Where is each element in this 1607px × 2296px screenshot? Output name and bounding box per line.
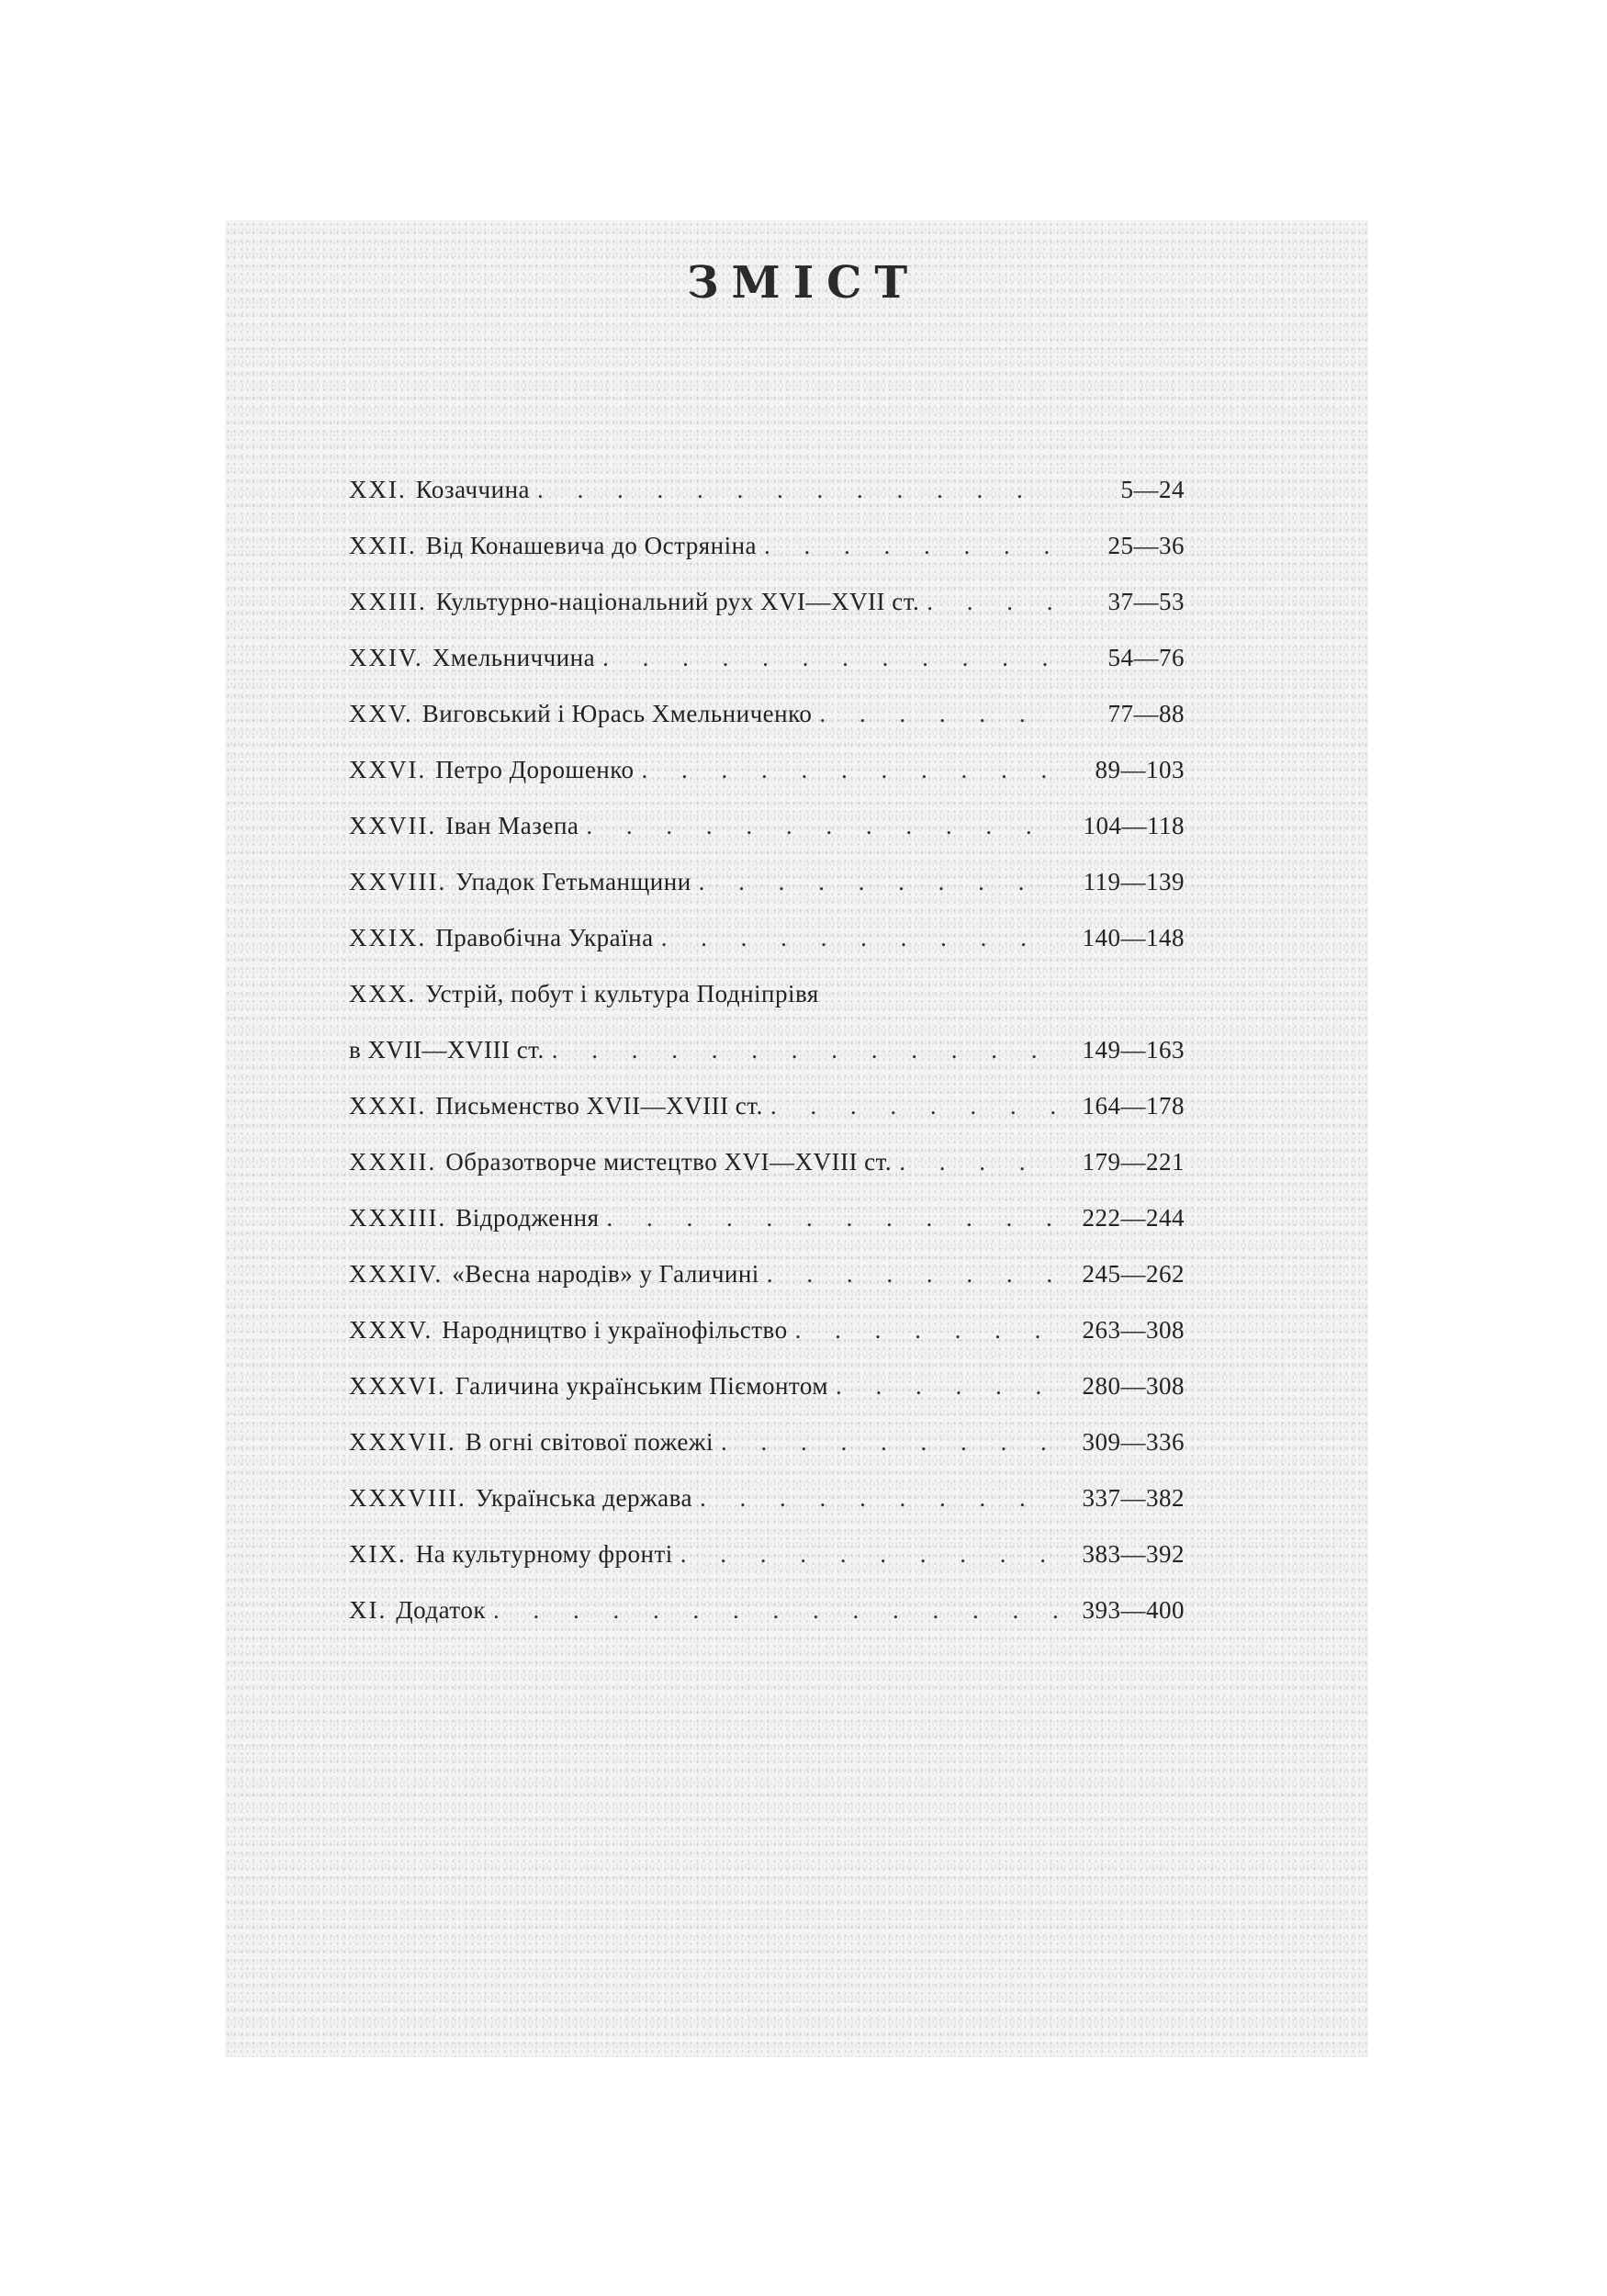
toc-entry-number: XXIII.: [349, 588, 427, 615]
toc-entry-number: XXVI.: [349, 756, 427, 783]
toc-dot-leader: [699, 868, 1058, 896]
toc-entry-number: XXXII.: [349, 1148, 437, 1176]
toc-entry-title: «Весна народів» у Галичині: [452, 1260, 759, 1288]
toc-entry-title: Упадок Гетьманщини: [455, 868, 691, 895]
toc-dot-leader: [537, 476, 1058, 504]
toc-entry-title: В огні світової пожежі: [465, 1428, 714, 1456]
toc-entry-pages: 119—139: [1083, 868, 1185, 895]
toc-entry: [349, 1204, 1185, 1260]
toc-entry-title: Образотворче мистецтво XVI—XVIII ст.: [445, 1148, 893, 1176]
toc-entry-pages: 164—178: [1082, 1092, 1185, 1120]
toc-entry-pages: 37—53: [1107, 588, 1185, 615]
toc-entry: [349, 1372, 1185, 1428]
toc-entry-number: XXXIII.: [349, 1204, 447, 1232]
toc-dot-leader: [493, 1596, 1058, 1625]
toc-entry-title: Виговський і Юрась Хмельниченко: [421, 700, 813, 727]
toc-entry: [349, 980, 1185, 1036]
page-title: ЗМІСТ: [686, 257, 921, 309]
toc-entry-title: Іван Мазепа: [445, 812, 579, 839]
toc-dot-leader: [770, 1092, 1058, 1120]
toc-entry-title: Галичина українським Піємонтом: [455, 1372, 828, 1400]
toc-entry: [349, 1148, 1185, 1204]
toc-entry-pages: 245—262: [1082, 1260, 1185, 1288]
toc-entry: [349, 644, 1185, 700]
toc-entry-title: в XVII—XVIII ст.: [349, 1036, 545, 1064]
toc-dot-leader: [602, 644, 1058, 672]
toc-entry-number: XXXV.: [349, 1316, 433, 1344]
toc-dot-leader: [836, 1372, 1058, 1401]
toc-entry-title: Козаччина: [415, 476, 531, 503]
toc-entry-pages: 5—24: [1120, 476, 1185, 503]
toc-entry-number: XXXVI.: [349, 1372, 446, 1400]
table-of-contents: [349, 476, 1185, 1652]
toc-entry-continuation: [349, 1036, 1185, 1092]
toc-dot-leader: [721, 1428, 1058, 1457]
toc-entry-number: XXIX.: [349, 924, 427, 951]
toc-entry-title: На культурному фронті: [415, 1540, 673, 1568]
toc-dot-leader: [607, 1204, 1058, 1232]
toc-entry-number: XXXIV.: [349, 1260, 444, 1288]
toc-entry: [349, 700, 1185, 756]
toc-dot-leader: [927, 588, 1058, 616]
toc-entry-pages: 89—103: [1095, 756, 1185, 783]
toc-entry-pages: 280—308: [1082, 1372, 1185, 1400]
toc-entry-number: XXI.: [349, 476, 407, 503]
toc-dot-leader: [764, 532, 1058, 560]
toc-dot-leader: [795, 1316, 1058, 1345]
toc-entry: [349, 1092, 1185, 1148]
toc-entry-pages: 149—163: [1082, 1036, 1185, 1064]
toc-dot-leader: [552, 1036, 1058, 1064]
toc-dot-leader: [680, 1540, 1058, 1569]
toc-entry-title: Від Конашевича до Остряніна: [425, 532, 758, 559]
toc-entry: [349, 1484, 1185, 1540]
toc-dot-leader: [661, 924, 1058, 952]
toc-entry-number: XI.: [349, 1596, 388, 1624]
toc-dot-leader: [819, 700, 1058, 728]
toc-entry: [349, 588, 1185, 644]
toc-entry-pages: 77—88: [1107, 700, 1185, 727]
toc-entry-title: Відродження: [455, 1204, 600, 1232]
toc-entry-pages: 263—308: [1082, 1316, 1185, 1344]
toc-entry-pages: 383—392: [1082, 1540, 1185, 1568]
toc-entry: [349, 868, 1185, 924]
toc-entry-pages: 104—118: [1083, 812, 1185, 839]
toc-entry-number: XXXVII.: [349, 1428, 456, 1456]
toc-entry-title: Культурно-національний рух XVI—XVII ст.: [435, 588, 920, 615]
toc-entry-pages: 309—336: [1082, 1428, 1185, 1456]
toc-entry-number: XXVIII.: [349, 868, 447, 895]
toc-entry-pages: 54—76: [1107, 644, 1185, 671]
toc-dot-leader: [586, 812, 1058, 840]
toc-entry-title: Письменство XVII—XVIII ст.: [435, 1092, 763, 1120]
toc-entry: [349, 1260, 1185, 1316]
toc-entry-pages: 393—400: [1082, 1596, 1185, 1624]
toc-entry: [349, 476, 1185, 532]
toc-entry-pages: 222—244: [1082, 1204, 1185, 1232]
toc-entry: [349, 1316, 1185, 1372]
toc-entry-pages: 179—221: [1082, 1148, 1185, 1176]
toc-dot-leader: [899, 1148, 1058, 1176]
toc-entry-number: XXV.: [349, 700, 413, 727]
toc-entry-title: Устрій, побут і культура Подніпрівя: [425, 980, 819, 1007]
toc-entry-number: XXXVIII.: [349, 1484, 466, 1512]
toc-entry-number: XXX.: [349, 980, 417, 1007]
toc-entry-title: Додаток: [396, 1596, 486, 1624]
toc-entry-number: XXVII.: [349, 812, 437, 839]
toc-dot-leader: [767, 1260, 1058, 1289]
toc-entry: [349, 532, 1185, 588]
toc-entry-pages: 25—36: [1107, 532, 1185, 559]
toc-entry-pages: 337—382: [1082, 1484, 1185, 1512]
toc-entry: [349, 1596, 1185, 1652]
toc-entry-title: Правобічна Україна: [435, 924, 654, 951]
toc-entry-number: XXII.: [349, 532, 417, 559]
toc-dot-leader: [642, 756, 1059, 784]
toc-entry-number: XXXI.: [349, 1092, 427, 1120]
toc-entry-title: Петро Дорошенко: [435, 756, 635, 783]
toc-dot-leader: [700, 1484, 1058, 1513]
toc-entry: [349, 924, 1185, 980]
toc-entry-title: Українська держава: [475, 1484, 692, 1512]
toc-entry-pages: 140—148: [1082, 924, 1185, 951]
toc-entry-number: XXIV.: [349, 644, 423, 671]
toc-entry-number: XIX.: [349, 1540, 407, 1568]
toc-entry-title: Народництво і українофільство: [442, 1316, 788, 1344]
toc-entry: [349, 812, 1185, 868]
toc-entry: [349, 756, 1185, 812]
toc-entry-title: Хмельниччина: [432, 644, 596, 671]
toc-entry: [349, 1428, 1185, 1484]
toc-entry: [349, 1540, 1185, 1596]
